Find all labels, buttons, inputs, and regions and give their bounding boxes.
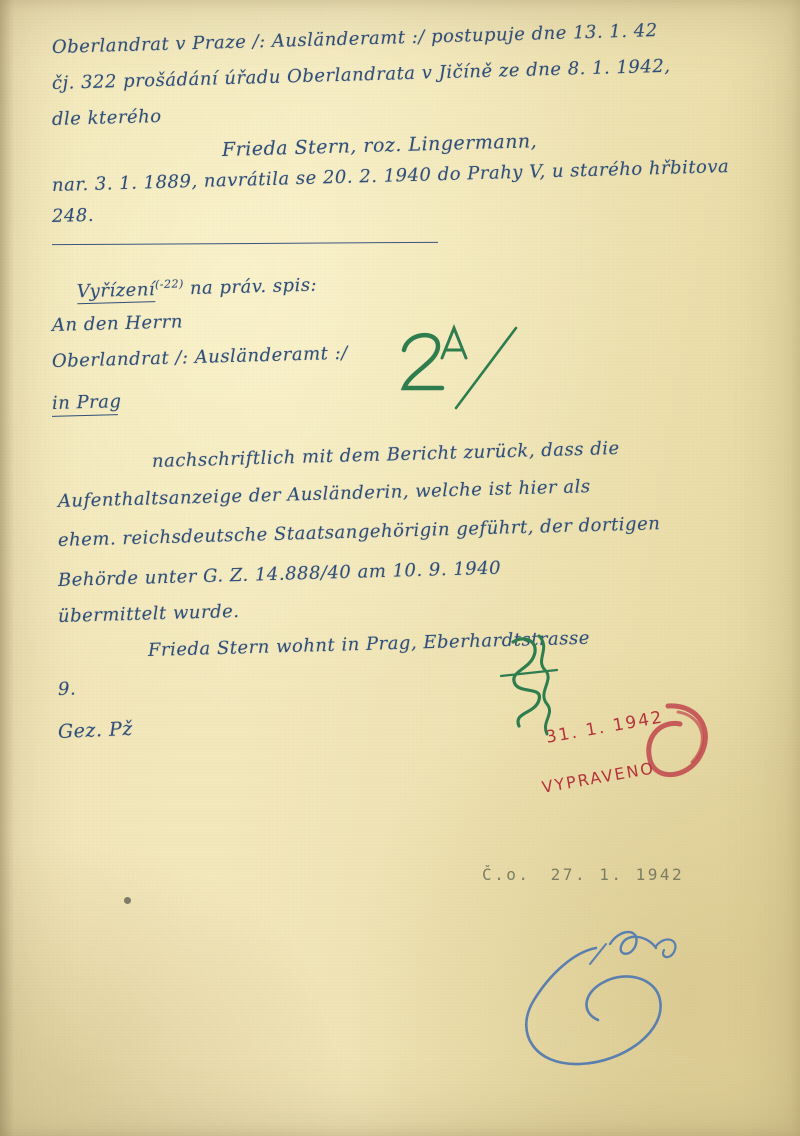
note-label: Vyřízení [76,278,156,303]
body-line-2: Aufenthaltsanzeige der Ausländerin, welche ist hier als [57,476,591,512]
body-line-4: Behörde unter G. Z. 14.888/40 am 10. 9. 1940 [57,557,502,591]
header-line-3: dle kterého [51,105,162,130]
note-label-group [51,255,318,323]
closing-line-2: 9. [57,678,77,700]
subject-name: Frieda Stern, roz. Lingermann, [221,130,538,161]
stamp-date: 31. 1. 1942 [544,707,666,748]
note-label-rest: na práv. spis: [189,274,318,299]
page-edge-shadow [0,0,14,1136]
address-line-3: in Prag [51,391,122,414]
bottom-signature [470,900,750,1080]
address-line-2: Oberlandrat /: Ausländeramt :/ [51,342,349,372]
body-line-3: ehem. reichsdeutsche Staatsangehörigin geführt, der dortigen [57,513,661,551]
stamp-word: VYPRAVENO [540,758,657,797]
typed-date-value: 27. 1. 1942 [550,865,685,884]
subject-line-2: 248. [51,204,95,227]
header-line-2: čj. 322 prošádání úřadu Oberlandrata v Jičíně ze dne 8. 1. 1942, [51,55,671,94]
vypraveno-stamp [540,690,720,820]
address-underline [52,414,118,417]
closing-line-1: Frieda Stern wohnt in Prag, Eberhardtstrasse [147,627,591,661]
header-line-1: Oberlandrat v Praze /: Ausländeramt :/ postupuje dne 13. 1. 42 [51,20,658,58]
green-annotation-2a [398,322,528,412]
initials-signature: Gez. Pž [57,717,134,743]
note-label-superscript: (-22) [154,277,184,291]
subject-line-1: nar. 3. 1. 1889, navrátila se 20. 2. 1940 do Prahy V, u starého hřbitova [51,156,730,196]
address-line-1: An den Herrn [51,311,184,336]
body-line-1: nachschriftlich mit dem Bericht zurück, dass die [151,437,620,472]
ink-blot [124,897,131,904]
horizontal-divider [52,242,438,245]
typed-date-prefix: Č.o. [482,865,531,884]
body-line-5: übermittelt wurde. [57,600,240,627]
typed-date-line [482,865,684,884]
